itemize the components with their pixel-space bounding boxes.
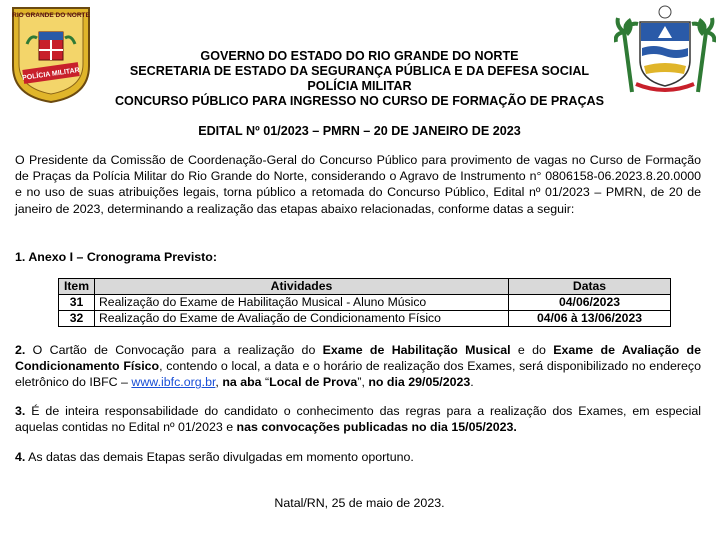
row-item: 31 xyxy=(59,295,95,311)
section4-text: As datas das demais Etapas serão divulgadas em momento oportuno. xyxy=(25,450,414,464)
section4-paragraph xyxy=(15,449,701,465)
ibfc-link[interactable]: www.ibfc.org.br xyxy=(131,375,216,390)
section2-text: , contendo o local, a data e o horário de realização dos Exames, será disponibilizado no endereço eletrônico do IBFC – xyxy=(15,359,701,390)
badge-top-text: RIO GRANDE DO NORTE xyxy=(12,12,90,19)
section2-text: ”, xyxy=(357,375,369,390)
col-header-atividades: Atividades xyxy=(95,279,509,295)
section2-text: “ xyxy=(261,375,270,390)
header-line-government: GOVERNO DO ESTADO DO RIO GRANDE DO NORTE xyxy=(200,49,519,63)
header-line-secretaria: SECRETARIA DE ESTADO DA SEGURANÇA PÚBLICA E DA DEFESA SOCIAL xyxy=(129,64,590,78)
section2-bold: no dia 29/05/2023 xyxy=(368,375,471,390)
col-header-datas: Datas xyxy=(509,279,671,295)
section2-text: . xyxy=(470,375,474,390)
section2-bold: Exame de Avaliação de Condicionamento Físico xyxy=(15,343,702,374)
badge-bottom-text: POLÍCIA MILITAR xyxy=(21,67,81,82)
edital-title: EDITAL Nº 01/2023 – PMRN – 20 DE JANEIRO DE 2023 xyxy=(198,124,521,138)
row-item: 32 xyxy=(59,311,95,327)
section3-text: É de inteira responsabilidade do candidato o conhecimento das regras para a realização dos Exames, em especial aquelas contidas no Edital nº 01/2023 e xyxy=(15,404,701,435)
row-activity: Realização do Exame de Habilitação Musical - Aluno Músico xyxy=(95,295,509,311)
header-line-policia: POLÍCIA MILITAR xyxy=(307,79,412,93)
header-line-concurso: CONCURSO PÚBLICO PARA INGRESSO NO CURSO DE FORMAÇÃO DE PRAÇAS xyxy=(114,94,605,108)
section2-text: O Cartão de Convocação para a realização do xyxy=(25,343,323,357)
col-header-item: Item xyxy=(59,279,95,295)
signature-date: Natal/RN, 25 de maio de 2023. xyxy=(274,496,445,510)
intro-paragraph: O Presidente da Comissão de Coordenação-Geral do Concurso Público para provimento de vagas no Curso de Formação de Praças da Polícia Militar do Rio Grande do Norte, considerando o Agravo de Instrumento n° 0806158-06.2023.8.20.0000 e no uso de suas atribuições legais, torna público a retomada do Concurso Público, Edital nº 01/2023 – PMRN, de 20 de janeiro de 2023, determinando a realização das etapas abaixo relacionadas, conforme datas a seguir: xyxy=(15,153,701,216)
table-row xyxy=(59,311,671,327)
section2-bold: Local de Prova xyxy=(269,375,358,390)
table-header-row xyxy=(59,279,671,295)
section2-text: , xyxy=(215,375,223,390)
section3-number: 3. xyxy=(15,404,26,418)
section2-bold: Exame de Habilitação Musical xyxy=(322,343,511,357)
section4-number: 4. xyxy=(15,450,26,464)
section3-paragraph xyxy=(15,403,701,435)
table-row xyxy=(59,295,671,311)
row-date: 04/06 à 13/06/2023 xyxy=(509,311,671,327)
section2-text: e do xyxy=(510,343,554,357)
section2-bold: na aba xyxy=(222,375,262,390)
section2-number: 2. xyxy=(15,343,26,357)
row-date: 04/06/2023 xyxy=(509,295,671,311)
schedule-table xyxy=(58,278,671,327)
section2-paragraph xyxy=(15,342,701,391)
row-activity: Realização do Exame de Avaliação de Condicionamento Físico xyxy=(95,311,509,327)
section1-title: 1. Anexo I – Cronograma Previsto: xyxy=(15,250,217,264)
section3-bold: nas convocações publicadas no dia 15/05/2023. xyxy=(236,420,517,435)
